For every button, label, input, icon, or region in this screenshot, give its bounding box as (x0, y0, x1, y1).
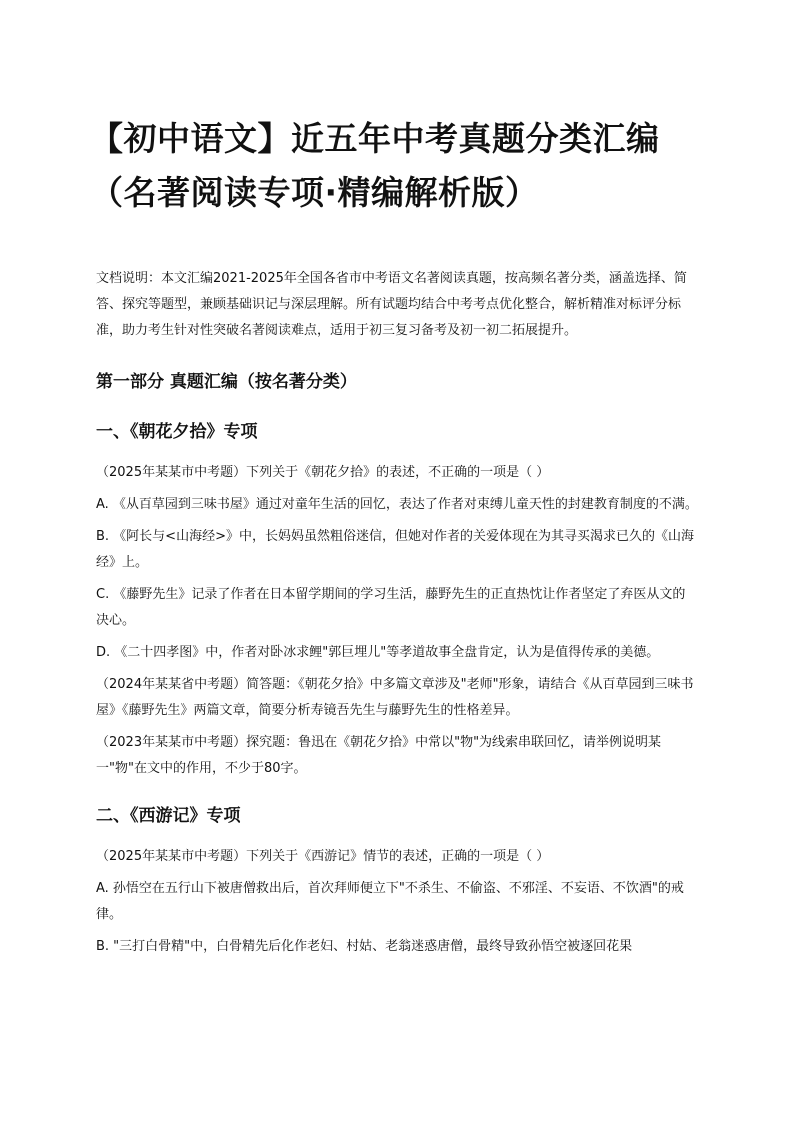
question-2025: （2025年某某市中考题）下列关于《朝花夕拾》的表述，不正确的一项是（ ） (96, 465, 550, 480)
option-b: B. 《阿长与<山海经>》中，长妈妈虽然粗俗迷信，但她对作者的关爱体现在为其寻买渴求已久的《山海经》上。 (96, 529, 694, 570)
title-line-2: （名著阅读专项·精编解析版） (90, 173, 539, 212)
document-intro: 文档说明：本文汇编2021-2025年全国各省市中考语文名著阅读真题，按高频名著分类，涵盖选择、简答、探究等题型，兼顾基础识记与深层理解。所有试题均结合中考考点优化整合，解析精准对标评分标准，助力考生针对性突破名著阅读难点，适用于初三复习备考及初一初二拓展提升。 (96, 271, 687, 338)
section-heading: 一、《朝花夕拾》专项 (96, 422, 258, 442)
title-line-1: 【初中语文】近五年中考真题分类汇编 (90, 119, 660, 158)
option-b: B. "三打白骨精"中，白骨精先后化作老妇、村姑、老翁迷惑唐僧，最终导致孙悟空被逐回花果 (96, 939, 633, 954)
part-heading: 第一部分 真题汇编（按名著分类） (96, 372, 357, 392)
option-a: A. 孙悟空在五行山下被唐僧救出后，首次拜师便立下"不杀生、不偷盗、不邪淫、不妄语、不饮酒"的戒律。 (96, 881, 684, 922)
document-title (90, 112, 698, 220)
option-c: C. 《藤野先生》记录了作者在日本留学期间的学习生活，藤野先生的正直热忱让作者坚定了弃医从文的决心。 (96, 587, 686, 628)
question-2025: （2025年某某市中考题）下列关于《西游记》情节的表述，正确的一项是（ ） (96, 849, 550, 864)
question-2023: （2023年某某市中考题）探究题：鲁迅在《朝花夕拾》中常以"物"为线索串联回忆，请举例说明某一"物"在文中的作用，不少于80字。 (96, 735, 662, 776)
option-d: D. 《二十四孝图》中，作者对卧冰求鲤"郭巨埋儿"等孝道故事全盘肯定，认为是值得传承的美德。 (96, 645, 660, 660)
section-xiyouji (96, 804, 698, 960)
section-zhaohuaxishi (96, 420, 698, 782)
section-heading: 二、《西游记》专项 (96, 806, 241, 826)
option-a: A. 《从百草园到三味书屋》通过对童年生活的回忆，表达了作者对束缚儿童天性的封建教育制度的不满。 (96, 497, 698, 512)
question-2024: （2024年某某省中考题）简答题：《朝花夕拾》中多篇文章涉及"老师"形象，请结合《从百草园到三味书屋》《藤野先生》两篇文章，简要分析寿镜吾先生与藤野先生的性格差异。 (96, 677, 694, 718)
